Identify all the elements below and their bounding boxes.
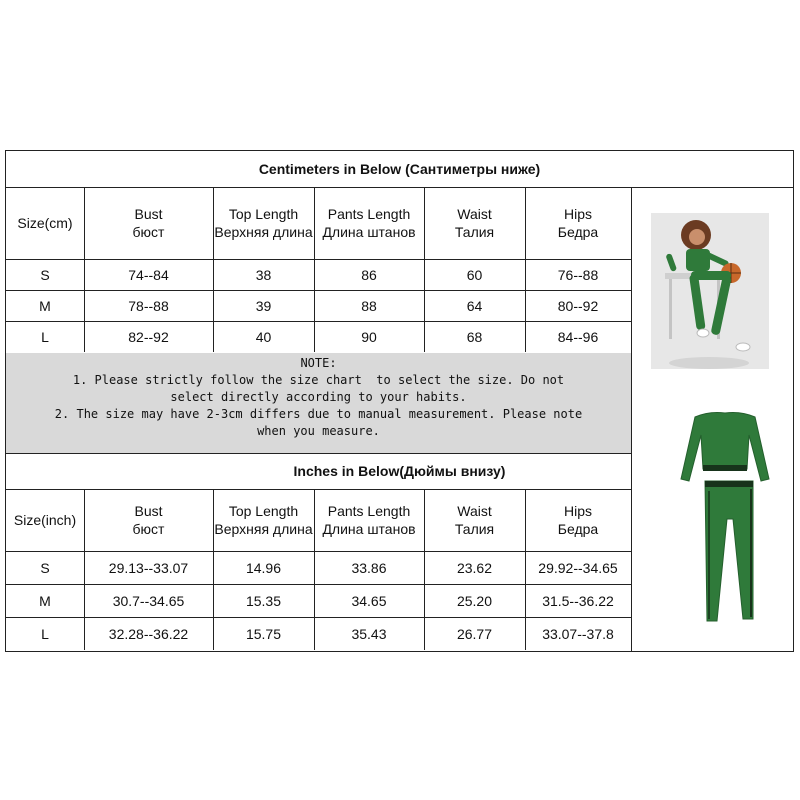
column-header-line: Bust <box>134 503 163 519</box>
table-cell: 31.5--36.22 <box>542 592 614 609</box>
table-cell: 30.7--34.65 <box>112 592 185 609</box>
table-cell: 23.62 <box>456 559 493 576</box>
note-line: NOTE: <box>300 356 337 370</box>
size-cell: S <box>40 559 50 576</box>
table-cell: 15.75 <box>245 625 282 642</box>
column-header-line: Pants Length <box>327 503 411 519</box>
column-header-line: Длина штанов <box>322 521 416 537</box>
note-line: select directly according to your habits. <box>170 390 467 404</box>
cm-table-title: Centimeters in Below (Сантиметры ниже) <box>258 161 541 177</box>
table-cell: 33.86 <box>351 559 387 576</box>
divider <box>6 321 631 322</box>
column-header <box>525 489 631 551</box>
column-header <box>314 489 424 551</box>
column-header <box>6 489 84 551</box>
column-header <box>314 187 424 259</box>
column-header <box>424 187 525 259</box>
column-header-line: Hips <box>563 206 592 222</box>
inch-table-title: Inches in Below(Дюймы внизу) <box>293 463 506 479</box>
divider <box>6 617 631 618</box>
table-cell: 74--84 <box>128 266 169 283</box>
table-cell: 86 <box>361 266 377 283</box>
table-cell: 78--88 <box>128 297 169 314</box>
column-header <box>6 187 84 259</box>
divider <box>525 187 526 352</box>
column-header-line: Pants Length <box>327 206 411 222</box>
column-header-line: Top Length <box>228 206 299 222</box>
table-cell: 14.96 <box>245 559 282 576</box>
column-header-line: Bust <box>134 206 163 222</box>
divider <box>6 290 631 291</box>
table-cell: 76--88 <box>557 266 599 283</box>
table-cell: 80--92 <box>557 297 599 314</box>
table-cell: 26.77 <box>456 625 493 642</box>
column-header <box>84 187 213 259</box>
note-line: 2. The size may have 2-3cm differs due to manual measurement. Please note <box>54 407 583 421</box>
divider <box>213 489 214 650</box>
table-cell: 68 <box>466 328 483 345</box>
table-cell: 60 <box>466 266 483 283</box>
column-header-line: Бедра <box>557 521 599 537</box>
note-line: when you measure. <box>257 424 380 438</box>
column-header-line: Бедра <box>557 224 599 240</box>
column-header-line: Size(cm) <box>17 215 73 231</box>
divider <box>84 187 85 352</box>
column-header-line: Hips <box>563 503 592 519</box>
column-header-line: Waist <box>457 206 492 222</box>
size-cell: M <box>39 297 51 314</box>
column-header-line: Size(inch) <box>13 512 77 528</box>
divider <box>424 489 425 650</box>
table-cell: 29.92--34.65 <box>538 559 618 576</box>
divider <box>84 489 85 650</box>
note-box <box>6 353 631 453</box>
column-header-line: Верхняя длина <box>214 521 313 537</box>
column-header-line: Талия <box>454 521 495 537</box>
note-line: 1. Please strictly follow the size chart to select the size. Do not <box>72 373 565 387</box>
size-cell: L <box>41 625 49 642</box>
divider <box>631 187 632 651</box>
table-cell: 84--96 <box>557 328 599 345</box>
table-cell: 32.28--36.22 <box>108 625 189 642</box>
table-cell: 39 <box>255 297 272 314</box>
table-cell: 40 <box>255 328 272 345</box>
column-header <box>84 489 213 551</box>
column-header-line: бюст <box>132 521 165 537</box>
size-cell: M <box>39 592 51 609</box>
column-header-line: Waist <box>457 503 492 519</box>
column-header <box>424 489 525 551</box>
divider <box>6 551 631 552</box>
size-chart <box>5 150 794 652</box>
table-cell: 25.20 <box>456 592 493 609</box>
size-cell: L <box>41 328 49 345</box>
column-header-line: бюст <box>132 224 165 240</box>
table-cell: 35.43 <box>351 625 387 642</box>
table-cell: 33.07--37.8 <box>542 625 614 642</box>
size-cell: S <box>40 266 50 283</box>
column-header <box>213 187 314 259</box>
column-header-line: Длина штанов <box>322 224 416 240</box>
divider <box>314 489 315 650</box>
table-cell: 29.13--33.07 <box>108 559 189 576</box>
model-photo <box>651 213 769 369</box>
table-cell: 88 <box>361 297 377 314</box>
table-cell: 38 <box>255 266 272 283</box>
column-header <box>525 187 631 259</box>
table-cell: 34.65 <box>351 592 387 609</box>
table-cell: 64 <box>466 297 483 314</box>
table-cell: 90 <box>361 328 377 345</box>
garment-photo <box>673 409 783 639</box>
divider <box>314 187 315 352</box>
column-header-line: Верхняя длина <box>214 224 313 240</box>
table-cell: 15.35 <box>245 592 282 609</box>
divider <box>6 259 631 260</box>
divider <box>424 187 425 352</box>
divider <box>525 489 526 650</box>
column-header-line: Талия <box>454 224 495 240</box>
column-header-line: Top Length <box>228 503 299 519</box>
divider <box>213 187 214 352</box>
divider <box>6 584 631 585</box>
column-header <box>213 489 314 551</box>
table-cell: 82--92 <box>128 328 169 345</box>
